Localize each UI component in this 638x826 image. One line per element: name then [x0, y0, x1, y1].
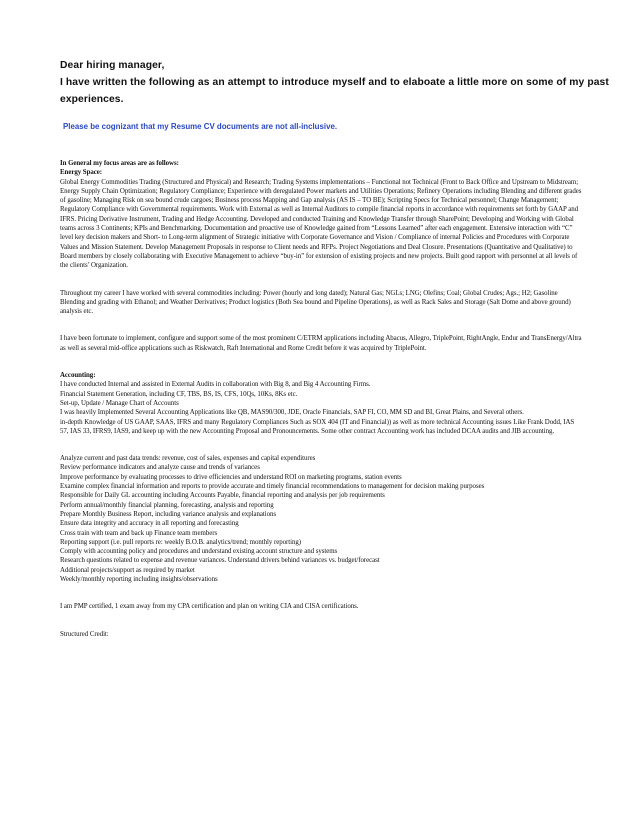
- structured-credit-section: [60, 630, 582, 639]
- salutation: Dear hiring manager,: [60, 60, 165, 71]
- analysis-line: Perform annual/monthly financial planning, forecasting, analysis and reporting: [60, 501, 274, 509]
- analysis-line: Review performance indicators and analyze cause and trends of variances: [60, 464, 260, 472]
- etrm-paragraph: I have been fortunate to implement, configure and support some of the most prominent C/ETRM applications including Abacus, Allegro, TriplePoint, RightAngle, Endur and TransEnergy/Altra as well as several mid-office applications such as Riskwatch, Raft International and Rome Credit before it was acquired by TriplePoint.: [60, 335, 582, 352]
- analysis-line: Weekly/monthly reporting including insights/observations: [60, 575, 218, 583]
- etrm-section: [60, 334, 582, 353]
- analysis-line: Comply with accounting policy and procedures and understand existing account structure and systems: [60, 548, 338, 556]
- greeting-block: [60, 57, 609, 108]
- intro-line-continued: experiences.: [60, 94, 124, 105]
- analysis-line: Research questions related to expense and revenue variances. Understand drivers behind variances vs. budget/forecast: [60, 557, 380, 565]
- accounting-line: I was heavily Implemented Several Accounting Applications like QB, MAS90/300, JDE, Oracle Financials, SAP FI, CO, MM SD and BI, Great Plains, and Several others.: [60, 409, 524, 417]
- analysis-line: Improve performance by evaluating processes to drive efficiencies and understand ROI on marketing programs, station events: [60, 473, 402, 481]
- analysis-line: Responsible for Daily GL accounting including Accounts Payable, financial reporting and analysis per job requirements: [60, 492, 385, 500]
- accounting-section: [60, 371, 582, 436]
- analysis-line: Reporting support (i.e. pull reports re: weekly B.O.B. analytics/trend; monthly reporting): [60, 538, 302, 546]
- commodities-section: [60, 289, 582, 317]
- analysis-line: Analyze current and past data trends: revenue, cost of sales, expenses and capital expenditures: [60, 455, 316, 463]
- energy-space-paragraph: Global Energy Commodities Trading (Structured and Physical) and Research; Trading Systems implementations – Functional not Technical (Front to Back Office and Upstream to Midstream; Energy Supply Chain Optimization; Regulatory Compliance; Experience with deregulated Power markets and Utilities Operations; Refinery Operations including Blending and different grades of gasoline; Managing Risk on sea bound crude cargoes; Business process Mapping and Gap analysis (AS IS – TO BE); Scripting Specs for Technical personnel; Change Management; Regulatory Compliance with Governmental requirements. Work with External as well as Internal Auditors to compile financial reports in accordance with requirements set forth by GAAP and IFRS. Pricing Derivative Instrument, Trading and Hedge Accounting. Developed and conducted Training and Knowledge Transfer through SharePoint; Developing and Working with Global teams across 3 Continents; KPIs and Benchmarking. Documentation and proactive use of Knowledge gained from “Lessons Learned” after each engagement. Extensive interaction with “C” level key decision makers and Short- to Long-term alignment of Strategic initiative with Corporate Governance and Vision / Compliance of internal Policies and Procedures with Corporate Values and Mission Statement. Develop Management Proposals in response to Client needs and RFPs. Project Negotiations and Deal Closure. Presentations (Quantitative and Qualitative) to Board members by closely collaborating with Executive Management to achieve “buy-in” for extension of existing projects and new projects. Built good rapport with personnel at all levels of the clients’ Organization.: [60, 178, 582, 270]
- letter-body: [60, 159, 582, 639]
- intro-line: I have written the following as an attempt to introduce myself and to elaboate a little more on some of my past: [60, 77, 609, 88]
- focus-section: [60, 159, 582, 271]
- analysis-section: [60, 454, 582, 584]
- certification-section: [60, 602, 582, 611]
- analysis-line: Ensure data integrity and accuracy in all reporting and forecasting: [60, 520, 239, 528]
- certification-paragraph: I am PMP certified, 1 exam away from my CPA certification and plan on writing CIA and CISA certifications.: [60, 603, 359, 611]
- accounting-heading: Accounting:: [60, 372, 96, 380]
- analysis-line: Prepare Monthly Business Report, including variance analysis and explanations: [60, 510, 277, 518]
- analysis-line: Additional projects/support as required by market: [60, 566, 195, 574]
- accounting-line: I have conducted Internal and assisted in External Audits in collaboration with Big 8, and Big 4 Accounting Firms.: [60, 381, 371, 389]
- accounting-line: Set-up, Update / Manage Chart of Accounts: [60, 399, 179, 407]
- analysis-line: Cross train with team and back up Finance team members: [60, 529, 218, 537]
- energy-space-heading: Energy Space:: [60, 169, 103, 177]
- analysis-line: Examine complex financial information and reports to provide accurate and timely financial recommendations to management for decision making purposes: [60, 483, 485, 491]
- structured-credit-heading: Structured Credit:: [60, 630, 109, 638]
- cv-notice: Please be cognizant that my Resume CV documents are not all-inclusive.: [63, 122, 338, 131]
- accounting-line: Financial Statement Generation, including CF, TBS, BS, IS, CFS, 10Qs, 10Ks, 8Ks etc.: [60, 390, 298, 398]
- focus-heading: In General my focus areas are as follows:: [60, 160, 179, 167]
- accounting-line: in-depth Knowledge of US GAAP, SAAS, IFRS and many Regulatory Compliances Such as SOX 404 (IT and Financial)) as well as more technical Accounting issues Like Frank Dodd, IAS 57, IAS 33, IFRS9, IAS9, and keep up with the new Accounting Proposal and Pronouncements. Some other contract Accounting work has included DCAA audits and JIB accounting.: [60, 418, 575, 435]
- commodities-paragraph: Throughout my career I have worked with several commodities including: Power (hourly and long dated); Natural Gas; NGLs; LNG; Olefins; Coal; Global Crudes; Ags.; H2; Gasoline Blending and grading with Ethanol; and Weather Derivatives; Product logistics (Both Sea bound and Pipeline Operations), as well as Rack Sales and Storage (Salt Dome and above ground) analysis etc.: [60, 289, 571, 316]
